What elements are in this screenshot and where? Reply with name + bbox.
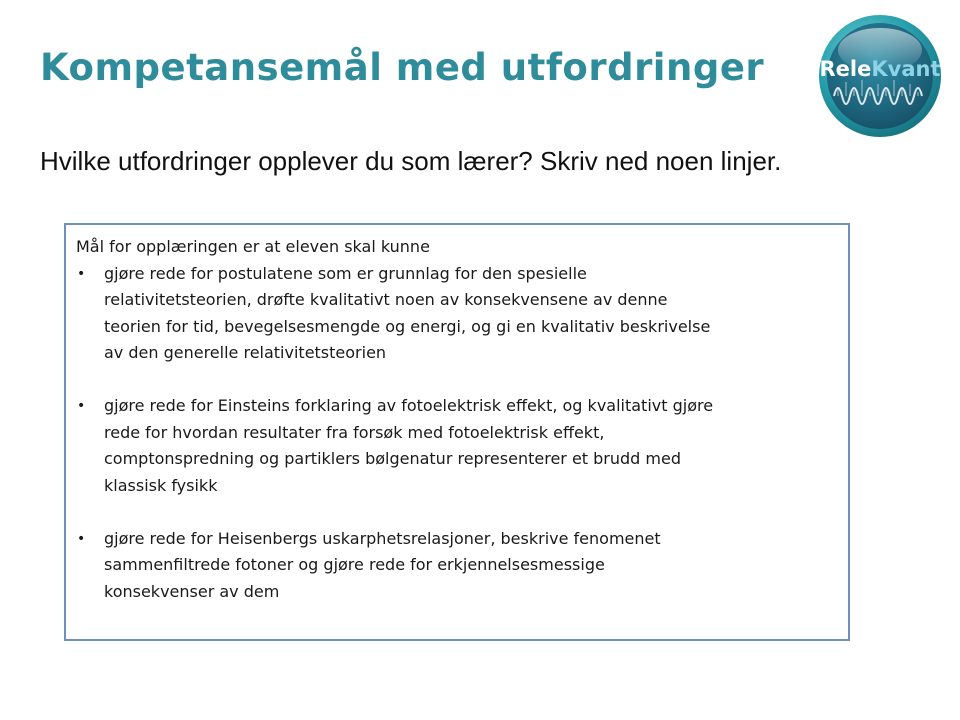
bullet-icon: •	[77, 398, 86, 414]
relekvant-logo-icon	[818, 14, 942, 138]
goal-line: konsekvenser av dem	[104, 581, 280, 601]
goal-line: gjøre rede for Einsteins forklaring av fotoelektrisk effekt, og kvalitativt gjøre	[104, 396, 714, 415]
goal-line: sammenfiltrede fotoner og gjøre rede for erkjennelsesmessige	[104, 555, 605, 574]
goal-item-relativity	[76, 261, 838, 367]
svg-text:ReleKvant	[820, 57, 941, 81]
goal-line: av den generelle relativitetsteorien	[104, 343, 387, 362]
bullet-icon: •	[77, 530, 86, 547]
logo-text-rele: Rele	[819, 57, 872, 81]
goal-line: comptonspredning og partiklers bølgenatur representerer et brudd med	[104, 449, 682, 468]
goal-item-heisenberg	[76, 526, 838, 606]
goal-line: klassisk fysikk	[104, 475, 218, 495]
bullet-icon: •	[77, 265, 86, 282]
goal-line: gjøre rede for Heisenbergs uskarphetsrelasjoner, beskrive fenomenet	[104, 528, 661, 548]
goals-list	[76, 261, 838, 606]
goal-line: gjøre rede for postulatene som er grunnlag for den spesielle	[104, 263, 587, 283]
competence-goals-box	[64, 223, 850, 641]
goal-line: rede for hvordan resultater fra forsøk med fotoelektrisk effekt,	[104, 422, 605, 442]
goal-line: relativitetsteorien, drøfte kvalitativt noen av konsekvensene av denne	[104, 290, 668, 309]
goals-intro: Mål for opplæringen er at eleven skal kunne	[76, 237, 430, 256]
goal-line: teorien for tid, bevegelsesmengde og energi, og gi en kvalitativ beskrivelse	[104, 316, 711, 336]
slide-title: Kompetansemål med utfordringer	[40, 46, 765, 89]
logo-text-kvant: Kvant	[871, 57, 941, 81]
question-prompt: Hvilke utfordringer opplever du som lærer? Skriv ned noen linjer.	[40, 146, 782, 176]
goal-item-photoelectric	[76, 393, 838, 499]
